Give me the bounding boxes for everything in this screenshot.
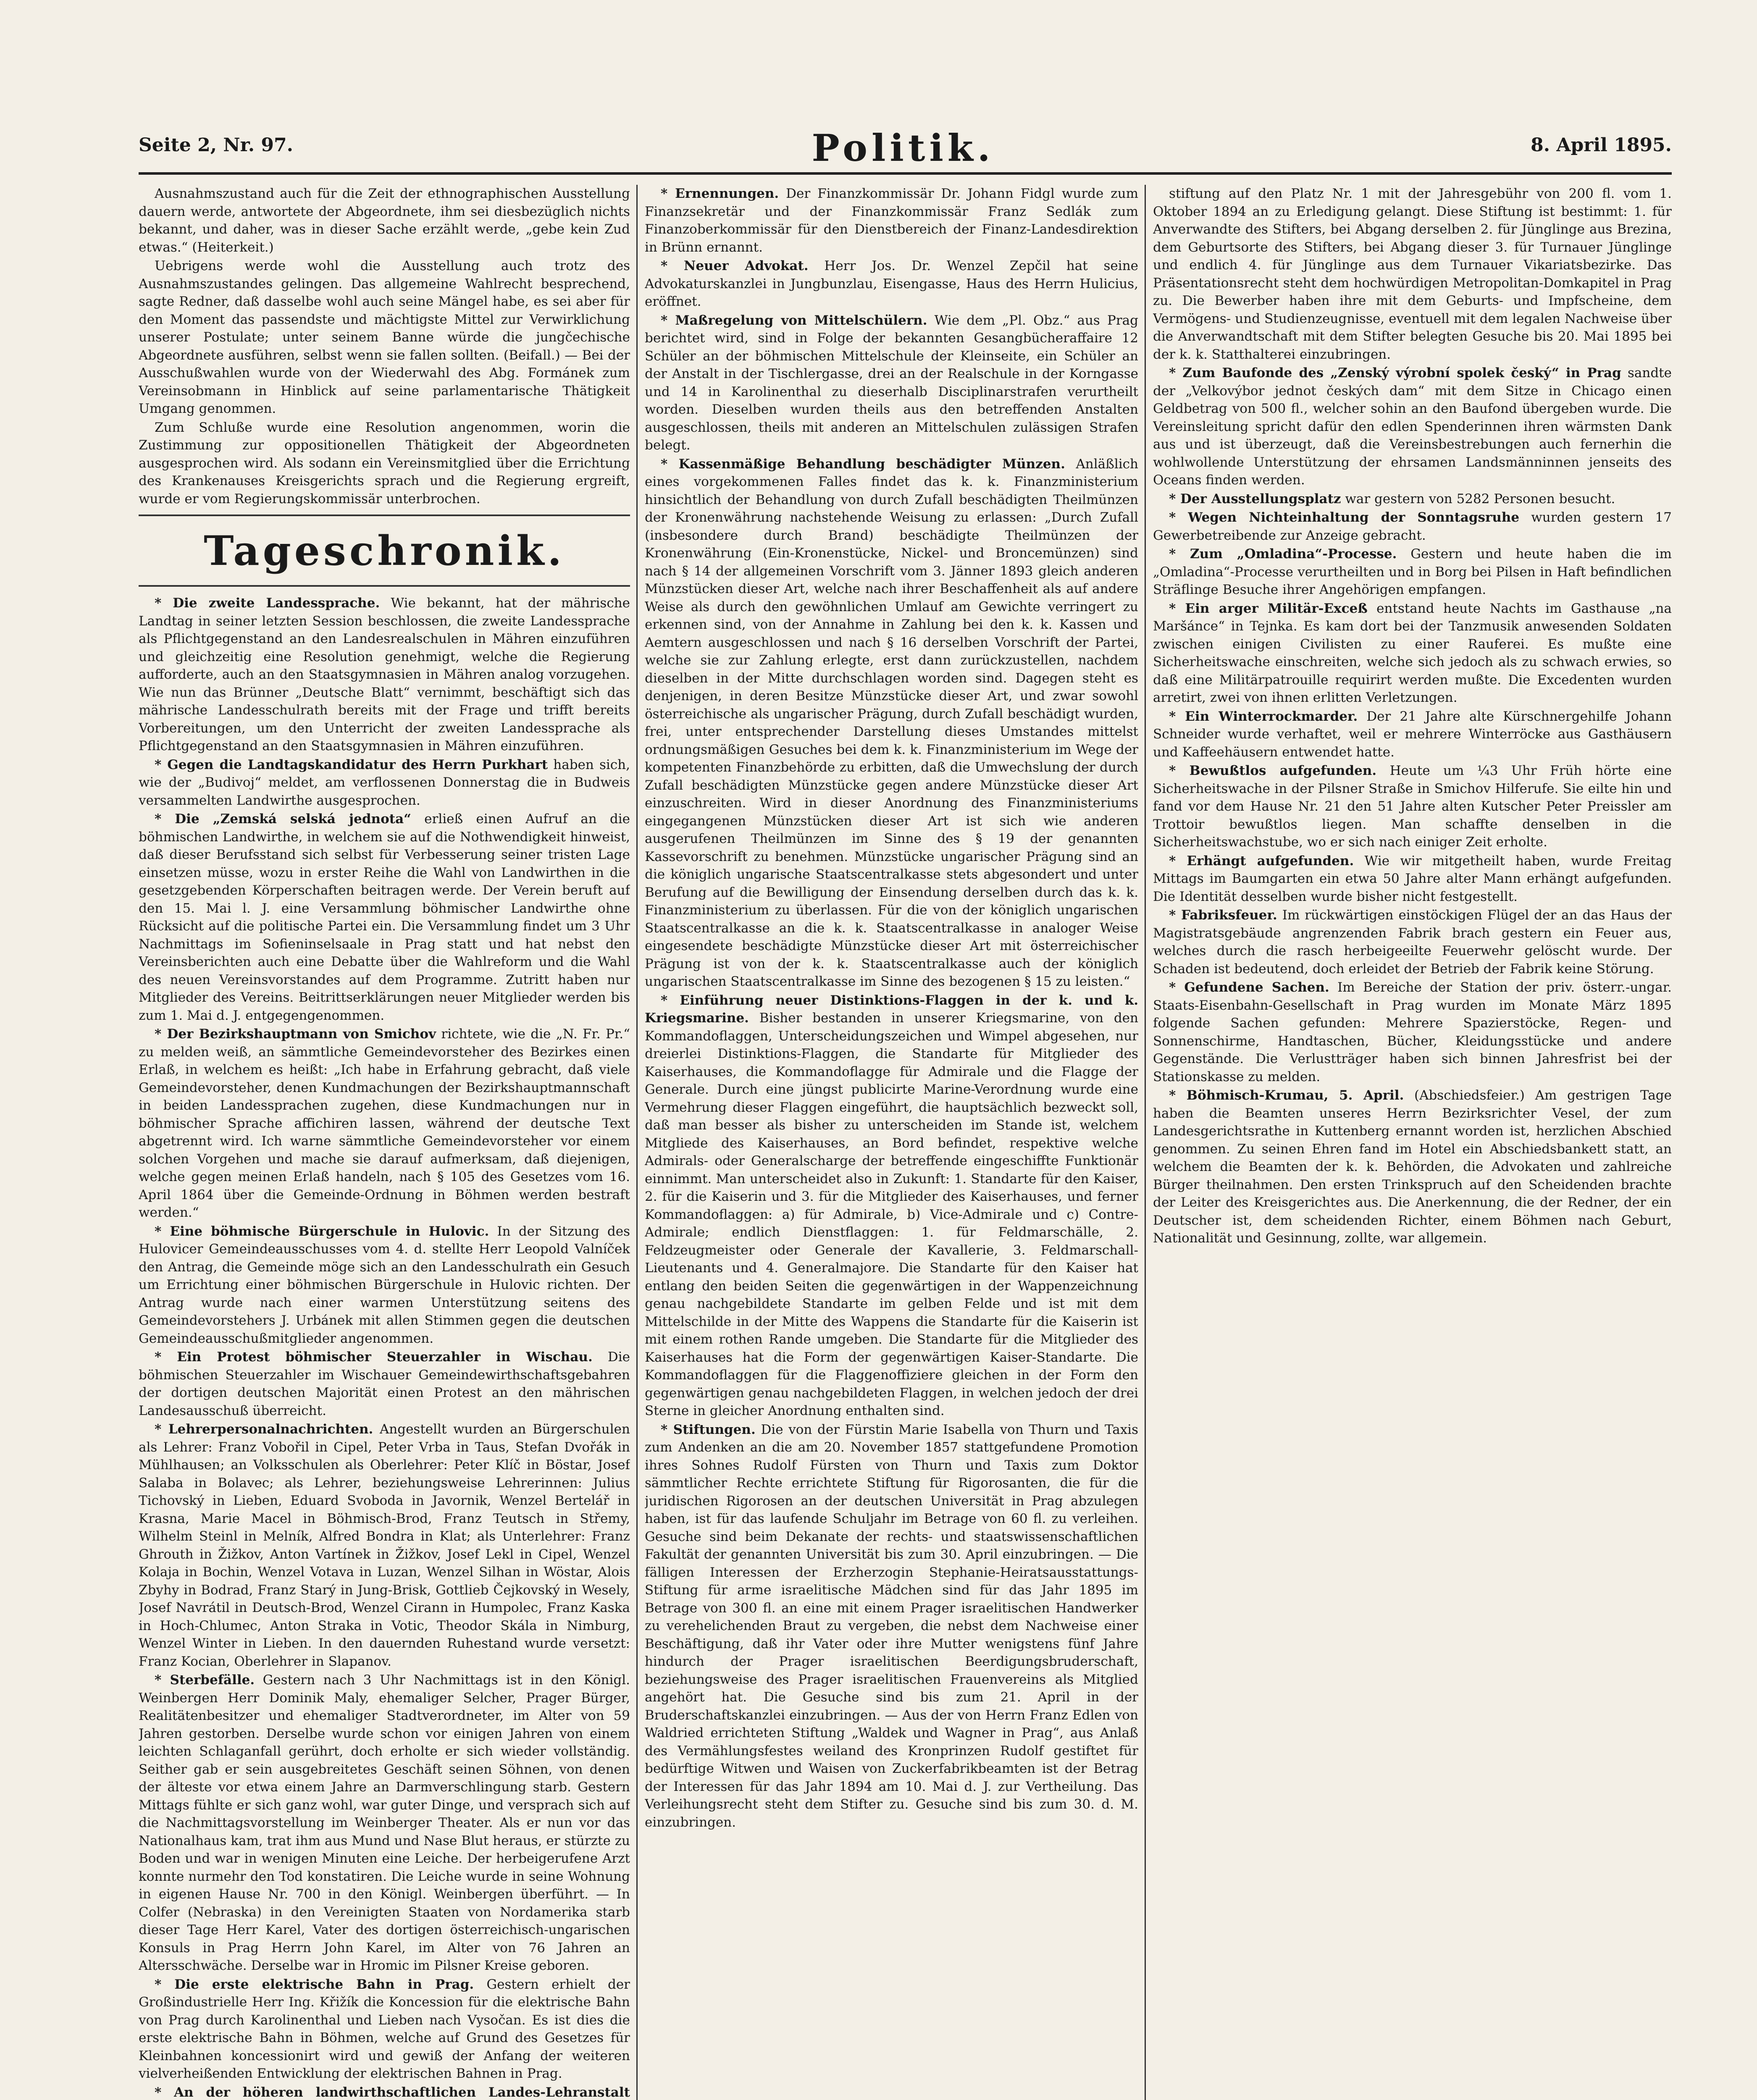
column-2 — [645, 185, 1138, 2100]
news-item-head: * An der höheren landwirthschaftlichen Landes-Lehranstalt — [155, 2084, 630, 2100]
news-item-head: * Lehrerpersonalnachrichten. — [155, 1422, 373, 1437]
news-item — [645, 312, 1138, 454]
news-item-text: Der 21 Jahre alte Kürschnergehilfe Johann Schneider wurde verhaftet, weil er mehrere Winterröcke aus Gasthäusern und Kaffeehäusern entwendet hatte. — [1153, 709, 1672, 760]
news-item-text: Der Finanzkommissär Dr. Johann Fidgl wurde zum Finanzsekretär und der Finanzkommissär Franz Sedlák zum Finanzoberkommissär für den Dienstbereich der Finanz-Landesdirektion in Brünn ernannt. — [645, 186, 1138, 255]
column-divider — [1145, 185, 1146, 2100]
tageschronik-heading: Tageschronik. — [204, 527, 565, 575]
news-item-text: Wie wir mitgetheilt haben, wurde Freitag Mittags im Baumgarten ein etwa 50 Jahre alter Mann erhängt aufgefunden. Die Identität desselben wurde bisher nicht festgestellt. — [1153, 853, 1672, 904]
news-item-head: * Einführung neuer Distinktions-Flaggen in der k. und k. Kriegsmarine. — [645, 992, 1138, 1026]
news-item-text: (Abschiedsfeier.) Am gestrigen Tage haben die Beamten unseres Herrn Bezirksrichter Vesel, der zum Landesgerichtsrathe in Kuttenberg ernannt worden ist, herzlichen Abschied genommen. Zu seinen Ehren fand im Hotel ein Abschiedsbankett statt, an welchem die Beamten der k. k. Behörden, die Advokaten und zahlreiche Bürger theilnahmen. Den ersten Trinkspruch auf den Scheidenden brachte der Leiter des Kreisgerichtes aus. Die Anerkennung, die der Redner, der ein Deutscher ist, dem scheidenden Richter, einem Böhmen nach Geburt, Nationalität und Gesinnung, zollte, war allgemein. — [1153, 1088, 1672, 1246]
news-item — [1153, 906, 1672, 978]
news-item-text: Gestern nach 3 Uhr Nachmittags ist in den Königl. Weinbergen Herr Dominik Maly, ehemaliger Selcher, Prager Bürger, Realitätenbesitzer und ehemaliger Stadtverordneter, im Alter von 59 Jahren gestorben. Derselbe wurde schon vor einigen Jahren von einem leichten Schlaganfall gerührt, doch erholte er sich wieder vollständig. Seither gab er sein ausgebreitetes Geschäft seinen Söhnen, von denen der älteste vor etwa einem Jahre an Darmverschlingung starb. Gestern Mittags fühlte er sich ganz wohl, war guter Dinge, und versprach sich auf die Nachmittagsvorstellung im Weinberger Theater. Als er nun vor das Nationalhaus kam, trat ihm aus Mund und Nase Blut heraus, er stürzte zu Boden und war in wenigen Minuten eine Leiche. Der herbeigerufene Arzt konnte nurmehr den Tod konstatiren. Die Leiche wurde in seine Wohnung in eigenen Hause Nr. 700 in den Königl. Weinbergen überführt. — In Colfer (Nebraska) in den Vereinigten Staaten von Nordamerika starb dieser Tage Herr Karel, Vater des dortigen österreichisch-ungarischen Konsuls in Prag Herrn John Karel, im Alter von 76 Jahren an Altersschwäche. Derselbe war in Hromic im Pilsner Kreise geboren. — [139, 1672, 630, 1973]
news-item-text: wurden gestern 17 Gewerbetreibende zur Anzeige gebracht. — [1153, 510, 1672, 543]
news-item — [645, 185, 1138, 256]
news-item — [1153, 1087, 1672, 1247]
news-item-head: * Eine böhmische Bürgerschule in Hulovic. — [155, 1223, 489, 1239]
news-item-head: * Kassenmäßige Behandlung beschädigter Münzen. — [661, 456, 1065, 472]
news-item-head: * Sterbefälle. — [155, 1672, 255, 1688]
news-item-text: Die von der Fürstin Marie Isabella von Thurn und Taxis zum Andenken an die am 20. November 1857 stattgefundene Promotion ihres Sohnes Rudolf Fürsten von Thurn und Taxis zum Doktor sämmtlicher Rechte errichtete Stiftung für Rigorosanten, die für die juridischen Rigorosen an der deutschen Universität in Prag abzulegen haben, ist für das laufende Schuljahr im Betrage von 60 fl. zu verleihen. Gesuche sind beim Dekanate der rechts- und staatswissenschaftlichen Fakultät der genannten Universität bis zum 30. April einzubringen. — Die fälligen Interessen der Erzherzogin Stephanie-Heiratsausstattungs-Stiftung für arme israelitische Mädchen sind für das Jahr 1895 im Betrage von 300 fl. an eine mit einem Prager israelitischen Handwerker zu verehelichenden Braut zu vergeben, die nebst dem Nachweise einer Beschäftigung, daß ihr Vater oder ihre Mutter wenigstens fünf Jahre hindurch der Prager israelitischen Beerdigungsbruderschaft, beziehungsweise des Prager israelitischen Frauenvereins als Mitglied angehört hat. Die Gesuche sind bis zum 21. April in der Bruderschaftskanzlei einzubringen. — Aus der von Herrn Franz Edlen von Waldried errichteten Stiftung „Waldek und Wagner in Prag“, aus Anlaß des Vermählungsfestes weiland des Kronprinzen Rudolf gestiftet für bedürftige Witwen und Waisen von Zuckerfabrikbeamten ist der Betrag der Interessen für das Jahr 1894 am 10. Mai d. J. zur Vertheilung. Das Verleihungsrecht steht dem Stifter zu. Gesuche sind bis zum 30. d. M. einzubringen. — [645, 1422, 1138, 1830]
news-item — [139, 1976, 630, 2083]
news-item-head: * Maßregelung von Mittelschülern. — [661, 312, 927, 328]
news-item-head: * Ein arger Militär-Exceß — [1169, 601, 1368, 616]
news-item-head: * Erhängt aufgefunden. — [1169, 853, 1354, 869]
news-item-text: entstand heute Nachts im Gasthause „na Maršánce“ in Tejnka. Es kam dort bei der Tanzmusik anwesenden Soldaten zwischen einigen Civilisten zu einer Rauferei. Es mußte eine Sicherheitswache einschreiten, welche sich jedoch als zu schwach erwies, so daß eine Militärpatrouille requirirt werden mußte. Die Excedenten wurden arretirt, zwei von ihnen erlitten Verletzungen. — [1153, 601, 1672, 705]
news-item — [139, 1420, 630, 1670]
news-item-text: war gestern von 5282 Personen besucht. — [1345, 491, 1615, 507]
news-item-text: haben sich, wie der „Budivoj“ meldet, am verflossenen Donnerstag die in Budweis versammelten Landwirthe ausgesprochen. — [139, 757, 630, 808]
issue-date: 8. April 1895. — [1531, 134, 1672, 156]
news-item — [645, 257, 1138, 311]
news-item — [1153, 762, 1672, 851]
column-3 — [1153, 185, 1672, 2100]
news-item-text: stiftung auf den Platz Nr. 1 mit der Jahresgebühr von 200 fl. vom 1. Oktober 1894 an zu Erledigung gelangt. Diese Stiftung ist bestimmt: 1. für Anverwandte des Stifters, bei Abgang derselben 2. für Jünglinge aus Brezina, dem Geburtsorte des Stifters, bei Abgang dieser 3. für Turnauer Jünglinge und endlich 4. für Jünglinge aus dem Turnauer Vikariatsbezirke. Das Präsentationsrecht steht dem hochwürdigen Metropolitan-Domkapitel in Prag zu. Die Bewerber haben ihre mit dem Geburts- und Impfscheine, dem Vermögens- und Studienzeugnisse, eventuell mit dem legalen Nachweise über die Anverwandtschaft mit dem Stifter belegten Gesuche bis 20. Mai 1895 bei der k. k. Statthalterei einzubringen. — [1153, 186, 1672, 362]
news-item — [1153, 185, 1672, 363]
news-item — [1153, 600, 1672, 707]
news-item-head: * Gegen die Landtagskandidatur des Herrn Purkhart — [155, 757, 548, 772]
article-paragraph: Zum Schluße wurde eine Resolution angenommen, worin die Zustimmung zur oppositionellen Thätigkeit der Abgeordneten ausgesprochen wird. Als sodann ein Vereinsmitglied über die Errichtung des Krankenauses Kreisgerichts sprach und die Regierung ergreift, wurde er vom Regierungskommissär unterbrochen. — [139, 420, 630, 507]
news-item — [139, 756, 630, 810]
section-divider — [139, 514, 630, 516]
news-item-head: * Neuer Advokat. — [661, 258, 809, 273]
news-item-head: * Ein Protest böhmischer Steuerzahler in Wischau. — [155, 1349, 593, 1365]
news-item — [1153, 979, 1672, 1086]
news-item — [1153, 490, 1672, 508]
news-item-text: erließ einen Aufruf an die böhmischen Landwirthe, in welchem sie auf die Nothwendigkeit hinweist, daß dieser Berufsstand sich selbst für Verbesserung seiner tristen Lage einsetzen müsse, wozu in erster Reihe die Wahl von Landwirthen in die gesetzgebenden Körperschaften beitragen werde. Der Verein beruft auf den 15. Mai l. J. eine Versammlung böhmischer Landwirthe ohne Rücksicht auf die politische Partei ein. Die Versammlung findet um 3 Uhr Nachmittags im Sofieninselsaale in Prag statt und hat nebst den Vereinsberichten auch eine Debatte über die Wahlreform und die Wahl des neuen Vereinsvorstandes auf dem Programme. Zutritt haben nur Mitglieder des Vereins. Beitrittserklärungen neuer Mitglieder werden bis zum 1. Mai d. J. entgegengenommen. — [139, 811, 630, 1023]
news-item — [645, 992, 1138, 1420]
news-item — [1153, 545, 1672, 599]
news-item — [1153, 708, 1672, 761]
news-item — [139, 2084, 630, 2100]
news-item-head: * Zum Baufonde des „Zenský výrobní spolek český“ in Prag — [1169, 365, 1621, 381]
news-item-head: * Zum „Omladina“-Processe. — [1169, 546, 1397, 562]
page-header — [139, 126, 1672, 175]
news-item — [1153, 364, 1672, 489]
news-item-head: * Bewußtlos aufgefunden. — [1169, 763, 1377, 778]
news-item-head: * Die „Zemská selská jednota“ — [155, 811, 411, 827]
news-item-text: Wie dem „Pl. Obz.“ aus Prag berichtet wird, sind in Folge der bekannten Gesangbücheraffaire 12 Schüler an der böhmischen Mittelschule der Kleinseite, ein Schüler an der Anstalt in der Tischlergasse, drei an der Realschule in der Korngasse und 14 in Karolinenthal zu dieserhalb Disciplinarstrafen verurtheilt worden. Dieselben wurden theils aus den betreffenden Anstalten ausgeschlossen, theils mit anderen an Mittelschulen zulässigen Strafen belegt. — [645, 312, 1138, 453]
news-item-text: Wie bekannt, hat der mährische Landtag in seiner letzten Session beschlossen, die zweite Landessprache als Pflichtgegenstand an den Landesrealschulen in Mähren einzuführen und gleichzeitig eine Resolution genehmigt, welche die Regierung aufforderte, auch an den Staatsgymnasien in Mähren analog vorzugehen. Wie nun das Brünner „Deutsche Blatt“ vernimmt, beschäftigt sich das mährische Landesschulrath bereits mit der Frage und trifft bereits Vorbereitungen, um den Unterricht der zweiten Landessprache als Pflichtgegenstand an den Staatsgymnasien in Mähren einzuführen. — [139, 596, 630, 753]
news-item-text: Anläßlich eines vorgekommenen Falles findet das k. k. Finanzministerium hinsichtlich der Behandlung von durch Zufall beschädigten Theilmünzen der Kronenwährung nachstehende Weisung zu erlassen: „Durch Zufall (insbesondere durch Brand) beschädigte Theilmünzen der Kronenwährung (Ein-Kronenstücke, Nickel- und Broncemünzen) sind nach § 14 der allgemeinen Vorschrift vom 3. Jänner 1893 gleich anderen Münzstücken dieser Art, welche nach ihrer Beschaffenheit als auf andere Weise als durch den gewöhnlichen Umlauf am Gewichte verringert zu erkennen sind, von der Annahme in Zahlung bei den k. k. Kassen und Aemtern ausgeschlossen und nach § 16 derselben Vorschrift der Partei, welche sie zur Zahlung erlegte, erst dann zurückzustellen, nachdem dieselben in der Mitte durchschlagen worden sind. Dagegen steht es denjenigen, in deren Besitze Münzstücke dieser Art, und zwar sowohl österreichische als ungarischer Prägung, durch Zufall beschädigt wurden, frei, unter entsprechender Darstellung dieses Umstandes mittelst ordnungsmäßigen Gesuches bei dem k. k. Finanzministerium im Wege der kompetenten Finanzbehörde zu erbitten, daß die Umwechslung der durch Zufall beschädigten Münzstücke gegen andere Münzstücke dieser Art einzuschreiten. Wird in dieser Anordnung des Finanzministeriums eingegangenen Münzstücken dieser Art ist sich wie anderen ausgerufenen Theilmünzen im Sinne des § 19 der genannten Kassevorschrift zu benehmen. Münzstücke ungarischer Prägung sind an die königlich ungarische Staatscentralkasse stets abgesondert und unter Berufung auf die Bewilligung der Einsendung derselben durch das k. k. Finanzministerium zu überlassen. Für die von der königlich ungarischen Staatscentralkasse an die k. k. Staatscentralkasse in analoger Weise eingesendete beschädigte Münzstücke dieser Art mit österreichischer Prägung ist von der k. k. Staatscentralkasse auch der königlich ungarischen Staatscentralkasse im Sinne des bezogenen § 15 zu leisten.“ — [645, 456, 1138, 989]
news-item-head: * Wegen Nichteinhaltung der Sonntagsruhe — [1169, 510, 1520, 525]
news-item-text: Bisher bestanden in unserer Kriegsmarine, von den Kommandoflaggen, Unterscheidungszeichen und Wimpel abgesehen, nur dreierlei Distinktions-Flaggen, die Standarte für Mitglieder des Kaiserhauses, die Kommandoflagge für Admirale und die Flagge der Generale. Durch eine jüngst publicirte Marine-Verordnung wurde eine Vermehrung dieser Flaggen eingeführt, die hauptsächlich bezweckt soll, daß man besser als bisher zu unterscheiden im Stande ist, welchem Mitgliede des Kaiserhauses, an Bord befindet, respektive welche Admirals- oder Generalscharge der betreffende eingeschiffte Funktionär einnimmt. Man unterscheidet also in Zukunft: 1. Standarte für den Kaiser, 2. für die Kaiserin und 3. für die Mitglieder des Kaiserhauses, und ferner Kommandoflaggen: a) für Admirale, b) Vice-Admirale und c) Contre-Admirale; endlich Dienstflaggen: 1. für Feldmarschälle, 2. Feldzeugmeister oder Generale der Kavallerie, 3. Feldmarschall-Lieutenants und 4. Generalmajore. Die Standarte für den Kaiser hat entlang den beiden Seiten die gegenwärtigen in der Wappenzeichnung genau nachgebildete Standarte im gelben Felde und ist mit dem Mittelschilde in der Mitte des Wappens die Standarte für die Kaiserin ist mit einem rothen Rande umgeben. Die Standarte für die Mitglieder des Kaiserhauses hat die Form der gegenwärtigen Kaiser-Standarte. Die Kommandoflaggen für die Flaggenoffiziere gleichen in der Form den gegenwärtigen genau nachgebildeten Flaggen, in welchen jedoch der drei Sterne in gleicher Anordnung enthalten sind. — [645, 1011, 1138, 1418]
news-item — [139, 1671, 630, 1975]
news-item-head: * Der Bezirkshauptmann von Smichov — [155, 1026, 436, 1042]
news-item-head: * Stiftungen. — [661, 1422, 756, 1437]
news-item-head: * Ein Winterrockmarder. — [1169, 709, 1358, 724]
news-item — [139, 1348, 630, 1420]
news-item-text: Gestern und heute haben die im „Omladina“-Processe verurtheilten und in Borg bei Pilsen in Haft befindlichen Sträflinge Besuche ihrer Angehörigen empfangen. — [1153, 546, 1672, 597]
news-item-head: * Ernennungen. — [661, 186, 779, 201]
news-item-text: In der Sitzung des Hulovicer Gemeindeausschusses vom 4. d. stellte Herr Leopold Valníček den Antrag, die Gemeinde möge sich an den Landesschulrath ein Gesuch um Errichtung einer böhmischen Bürgerschule in Hulovic richten. Der Antrag wurde nach einer warmen Unterstützung seitens des Gemeindevorstehers J. Urbánek mit allen Stimmen gegen die deutschen Gemeindeausschußmitglieder angenommen. — [139, 1223, 630, 1346]
news-item — [645, 1421, 1138, 1832]
news-item-text: richtete, wie die „N. Fr. Pr.“ zu melden weiß, an sämmtliche Gemeindevorsteher des Bezirkes einen Erlaß, in welchem es heißt: „Ich habe in Erfahrung gebracht, daß viele Gemeindevorsteher, denen Kundmachungen der Bezirkshauptmannschaft in beiden Landessprachen zugehen, diese Kundmachungen nur in böhmischer Sprache affichiren lassen, während der deutsche Text abgetrennt wird. Ich warne sämmtliche Gemeindevorsteher vor einem solchen Vorgehen und mache sie darauf aufmerksam, daß diejenigen, welche gegen meinen Erlaß handeln, nach § 105 des Gesetzes vom 16. April 1864 über die Gemeinde-Ordnung in Böhmen werden bestraft werden.“ — [139, 1026, 630, 1220]
section-divider — [139, 585, 630, 587]
news-item — [139, 810, 630, 1024]
news-item-head: * Fabriksfeuer. — [1169, 908, 1277, 923]
news-item-text: Die böhmischen Steuerzahler im Wischauer Gemeindewirthschaftsgebahren der dortigen deutschen Majorität einen Protest an den mährischen Landesausschuß überreicht. — [139, 1349, 630, 1418]
page-reference: Seite 2, Nr. 97. — [139, 134, 293, 156]
news-item — [139, 1025, 630, 1222]
column-divider — [636, 185, 638, 2100]
article-paragraph: Uebrigens werde wohl die Ausstellung auch trotz des Ausnahmszustandes gelingen. Das allgemeine Wahlrecht besprechend, sagte Redner, daß dasselbe wohl auch seine Mängel habe, es sei aber für den Moment das passendste und mächtigste Mittel zur Verwirklichung unserer Postulate; unter seinem Banne würde die jungčechische Abgeordnete ausführen, selbst wenn sie fallen sollten. (Beifall.) — Bei der Ausschußwahlen wurde von der Wiederwahl des Abg. Formánek zum Vereinsobmann in Hinblick auf seine parlamentarische Thätigkeit Umgang genommen. — [139, 258, 630, 416]
section-title: Politik. — [812, 126, 995, 170]
news-item — [139, 1223, 630, 1348]
column-1 — [139, 185, 630, 2100]
news-item-head: * Böhmisch-Krumau, 5. April. — [1169, 1088, 1404, 1103]
news-item-head: * Die erste elektrische Bahn in Prag. — [155, 1977, 474, 1992]
news-item — [1153, 509, 1672, 544]
news-item-text: Heute um ¼3 Uhr Früh hörte eine Sicherheitswache in der Pilsner Straße in Smichov Hilferufe. Sie eilte hin und fand vor dem Hause Nr. 21 den 51 Jahre alten Kutscher Peter Preissler am Trottoir bewußtlos liegen. Man schaffte denselben in die Sicherheitswachstube, wo er sich nach einiger Zeit erholte. — [1153, 763, 1672, 850]
news-item — [139, 594, 630, 755]
news-item-head: * Die zweite Landessprache. — [155, 596, 380, 611]
news-item-text: Angestellt wurden an Bürgerschulen als Lehrer: Franz Vobořil in Cipel, Peter Vrba in Taus, Stefan Dvořák in Mühlhausen; an Volksschulen als Oberlehrer: Peter Klíč in Böstar, Josef Salaba in Bolavec; als Lehrer, beziehungsweise Lehrerinnen: Julius Tichovský in Lieben, Eduard Svoboda in Javornik, Wenzel Bertelář in Krasna, Marie Macel in Böhmisch-Brod, Franz Teutsch in Střemy, Wilhelm Steinl in Melník, Alfred Bondra in Klat; als Unterlehrer: Franz Ghrouth in Žižkov, Anton Vartínek in Žižkov, Josef Lekl in Cipel, Wenzel Kolaja in Bochin, Wenzel Votava in Luzan, Wenzel Silhan in Wöstar, Alois Zbyhy in Bodrad, Franz Starý in Jung-Brisk, Gottlieb Čejkovský in Wesely, Josef Navrátil in Deutsch-Brod, Wenzel Cirann in Humpolec, Franz Kaska in Hoch-Chlumec, Anton Straka in Votic, Theodor Skála in Nimburg, Wenzel Winter in Lieben. In den dauernden Ruhestand wurde versetzt: Franz Kocian, Oberlehrer in Slapanov. — [139, 1422, 630, 1669]
article-paragraph: Ausnahmszustand auch für die Zeit der ethnographischen Ausstellung dauern werde, antwortete der Abgeordnete, ihm sei diesbezüglich nichts bekannt, und daher, was in dieser Sache erzählt werde, „gebe kein Zud etwas.“ (Heiterkeit.) — [139, 186, 630, 255]
news-item-text: Im Bereiche der Station der priv. österr.-ungar. Staats-Eisenbahn-Gesellschaft in Prag wurden im Monate März 1895 folgende Sachen gefunden: Mehrere Spazierstöcke, Regen- und Sonnenschirme, Handtaschen, Bücher, Kleidungsstücke und andere Gegenstände. Die Verlustträger haben sich binnen Jahresfrist bei der Stationskasse zu melden. — [1153, 980, 1672, 1084]
news-item-head: * Der Ausstellungsplatz — [1169, 491, 1341, 507]
news-item-text: Herr Jos. Dr. Wenzel Zepčil hat seine Advokaturskanzlei in Jungbunzlau, Eisengasse, Haus des Herrn Hulicius, eröffnet. — [645, 258, 1138, 309]
news-item-text: sandte der „Velkovýbor jednot českých dam“ mit dem Sitze in Chicago einen Geldbetrag von 500 fl., welcher sohin an den Baufond übergeben wurde. Die Vereinsleitung spricht dafür den edlen Spenderinnen ihren wärmsten Dank aus und ist überzeugt, daß die Vereinsbestrebungen auch fernerhin die wohlwollende Unterstützung der ehrsamen Landsmänninnen jenseits des Oceans finden werden. — [1153, 365, 1672, 488]
news-item — [645, 455, 1138, 991]
news-item-head: * Gefundene Sachen. — [1169, 980, 1329, 995]
news-item-text: Im rückwärtigen einstöckigen Flügel der an das Haus der Magistratsgebäude angrenzenden Fabrik brach gestern ein Feuer aus, welches durch die rasch herbeigeeilte Feuerwehr gelöscht wurde. Der Schaden ist bedeutend, doch erleidet der Betrieb der Fabrik keine Störung. — [1153, 908, 1672, 976]
news-item-text: Gestern erhielt der Großindustrielle Herr Ing. Křižík die Koncession für die elektrische Bahn von Prag durch Karolinenthal und Lieben nach Vysočan. Es ist dies die erste elektrische Bahn in Böhmen, welche auf Grund des Gesetzes für Kleinbahnen koncessionirt wird und gewiß der Anfang der weiteren vielverheißenden Entwicklung der elektrischen Bahnen in Prag. — [139, 1977, 630, 2081]
news-item — [1153, 852, 1672, 906]
